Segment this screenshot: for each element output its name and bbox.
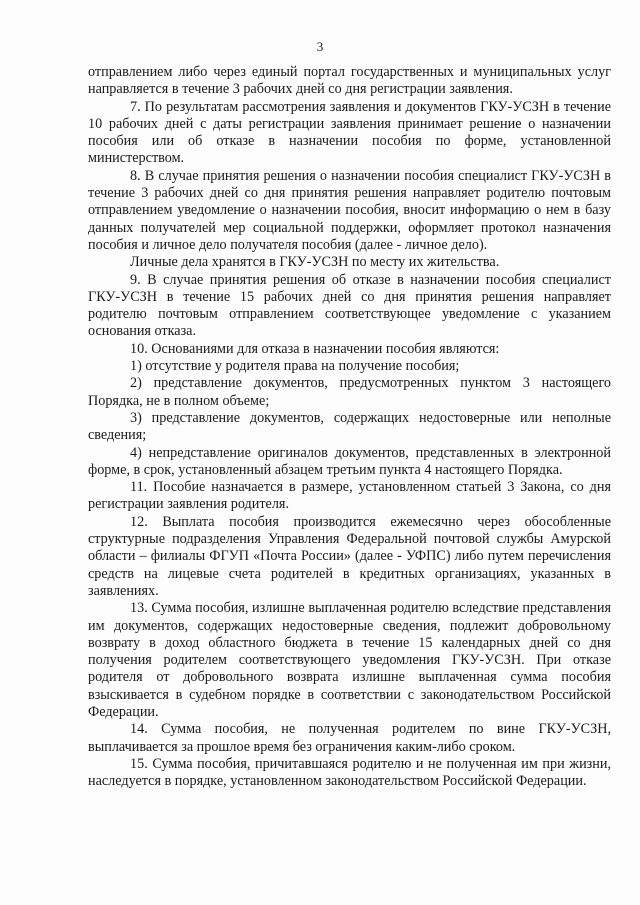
- page-number: 3: [316, 39, 324, 54]
- paragraph-item-14: 14. Сумма пособия, не полученная родителем по вине ГКУ-УСЗН, выплачивается за прошлое время без ограничения каким-либо сроком.: [88, 721, 611, 755]
- paragraph-item-7: 7. По результатам рассмотрения заявления и документов ГКУ-УСЗН в течение 10 рабочих дней с даты регистрации заявления принимает решение о назначении пособия или об отказе в назначении пособия по форме, установленной министерством.: [88, 98, 611, 167]
- paragraph-item-9: 9. В случае принятия решения об отказе в назначении пособия специалист ГКУ-УСЗН в течение 15 рабочих дней со дня принятия решения направляет родителю почтовым отправлением соответствующее уведомление с указанием основания отказа.: [88, 271, 611, 340]
- document-body: [88, 64, 611, 790]
- paragraph-item-12: 12. Выплата пособия производится ежемесячно через обособленные структурные подразделения Управления Федеральной почтовой службы Амурской области – филиалы ФГУП «Почта России» (далее - УФПС) либо путем перечисления средств на лицевые счета родителей в кредитных организациях, указанных в заявлениях.: [88, 513, 611, 599]
- paragraph-item-10-sub-3: 3) представление документов, содержащих недостоверные или неполные сведения;: [88, 409, 611, 444]
- paragraph-item-10-sub-2: 2) представление документов, предусмотренных пунктом 3 настоящего Порядка, не в полном объеме;: [88, 375, 611, 409]
- paragraph-item-10: 10. Основаниями для отказа в назначении пособия являются:: [130, 340, 500, 357]
- paragraph-item-13: 13. Сумма пособия, излишне выплаченная родителю вследствие представления им документов, содержащих недостоверные сведения, подлежит добровольному возврату в доход областного бюджета в течение 15 календарных дней со дня получения родителем соответствующего уведомления ГКУ-УСЗН. При отказе родителя от добровольного возврата излишне выплаченная сумма пособия взыскивается в судебном порядке в соответствии с законодательством Российской Федерации.: [88, 600, 611, 720]
- paragraph-personal-files: Личные дела хранятся в ГКУ-УСЗН по месту их жительства.: [130, 254, 500, 271]
- paragraph-item-10-sub-4: 4) непредставление оригиналов документов, представленных в электронной форме, в срок, установленный абзацем третьим пункта 4 настоящего Порядка.: [88, 444, 611, 478]
- paragraph-item-10-sub-1: 1) отсутствие у родителя права на получение пособия;: [130, 358, 460, 375]
- paragraph-item-8: 8. В случае принятия решения о назначении пособия специалист ГКУ-УСЗН в течение 3 рабочих дней со дня принятия решения направляет родителю почтовым отправлением уведомление о назначении пособия, вносит информацию о нем в базу данных получателей мер социальной поддержки, оформляет протокол назначения пособия и личное дело получателя пособия (далее - личное дело).: [88, 167, 611, 253]
- paragraph-continuation: отправлением либо через единый портал государственных и муниципальных услуг направляется в течение 3 рабочих дней со дня регистрации заявления.: [88, 64, 611, 98]
- paragraph-item-11: 11. Пособие назначается в размере, установленном статьей 3 Закона, со дня регистрации заявления родителя.: [88, 479, 611, 513]
- paragraph-item-15: 15. Сумма пособия, причитавшаяся родителю и не полученная им при жизни, наследуется в порядке, установленном законодательством Российской Федерации.: [88, 755, 611, 790]
